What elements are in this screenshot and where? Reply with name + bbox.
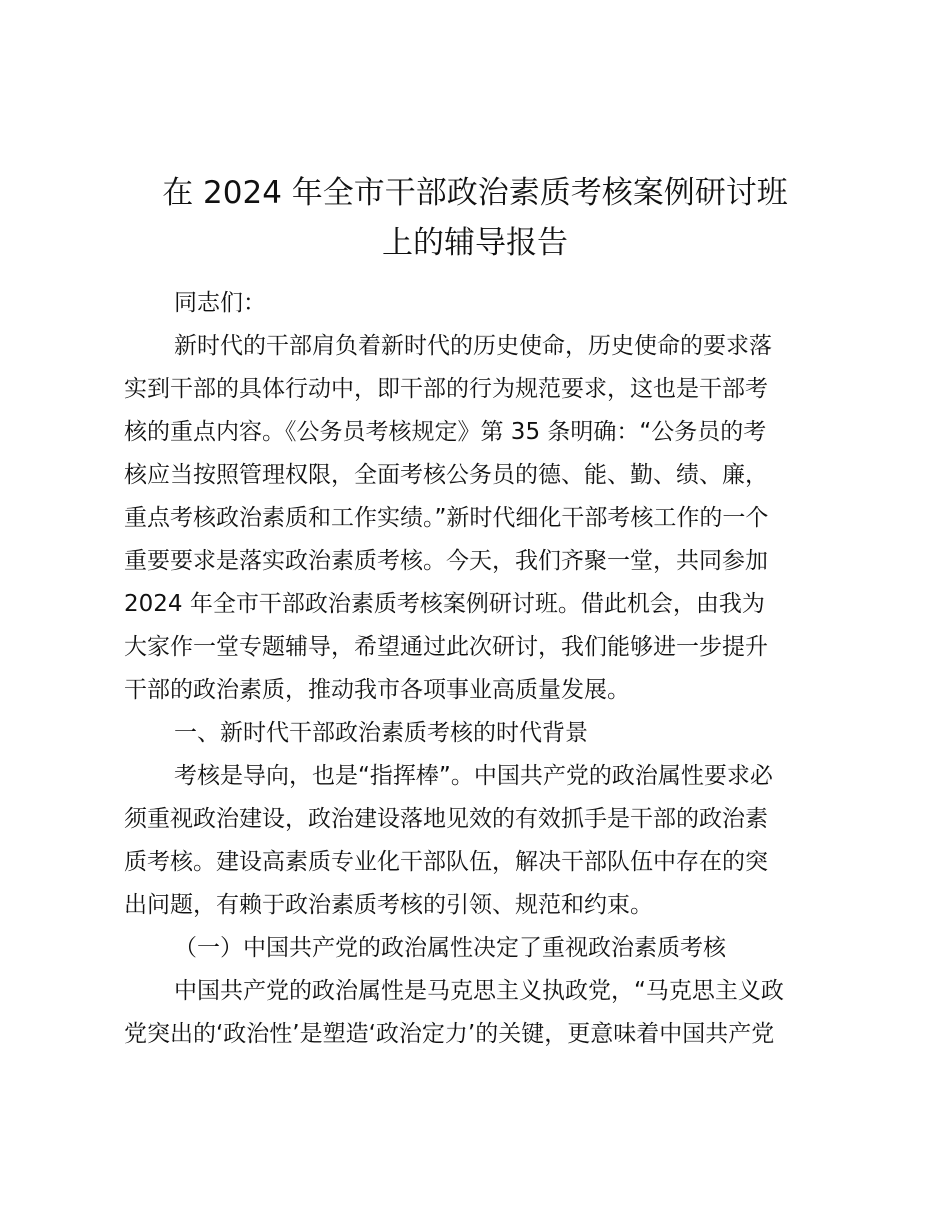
paragraph-line: 重要要求是落实政治素质考核。今天，我们齐聚一堂，共同参加 — [124, 548, 768, 574]
paragraph-line: 重点考核政治素质和工作实绩。”新时代细化干部考核工作的一个 — [124, 505, 769, 531]
paragraph-line: 2024 年全市干部政治素质考核案例研讨班。借此机会，由我为 — [124, 591, 765, 617]
paragraph-line: 核应当按照管理权限，全面考核公务员的德、能、勤、绩、廉， — [124, 462, 768, 488]
paragraph-line: 同志们： — [174, 290, 266, 316]
paragraph-line: 质考核。建设高素质专业化干部队伍，解决干部队伍中存在的突 — [124, 849, 768, 875]
paragraph-line: 新时代的干部肩负着新时代的历史使命，历史使命的要求落 — [174, 333, 772, 359]
paragraph-line: 实到干部的具体行动中，即干部的行为规范要求，这也是干部考 — [124, 376, 768, 402]
paragraph-line: 干部的政治素质，推动我市各项事业高质量发展。 — [124, 677, 630, 703]
paragraph-line: 大家作一堂专题辅导，希望通过此次研讨，我们能够进一步提升 — [124, 634, 768, 660]
paragraph-line: 中国共产党的政治属性是马克思主义执政党，“马克思主义政 — [174, 978, 784, 1004]
title-line-1: 在 2024 年全市干部政治素质考核案例研讨班 — [162, 175, 788, 211]
document-title — [110, 168, 840, 268]
paragraph-line: 须重视政治建设，政治建设落地见效的有效抓手是干部的政治素 — [124, 806, 768, 832]
paragraph-line: （一）中国共产党的政治属性决定了重视政治素质考核 — [174, 935, 726, 961]
paragraph-line: 一、新时代干部政治素质考核的时代背景 — [174, 720, 588, 746]
paragraph-line: 核的重点内容。《公务员考核规定》第 35 条明确：“公务员的考 — [124, 419, 767, 445]
paragraph-line: 考核是导向，也是“指挥棒”。中国共产党的政治属性要求必 — [174, 763, 773, 789]
paragraph-line: 出问题，有赖于政治素质考核的引领、规范和约束。 — [124, 892, 653, 918]
document-body — [124, 282, 836, 1056]
paragraph-line: 党突出的‘政治性’是塑造‘政治定力’的关键，更意味着中国共产党 — [124, 1021, 775, 1047]
title-line-2: 上的辅导报告 — [382, 225, 568, 261]
